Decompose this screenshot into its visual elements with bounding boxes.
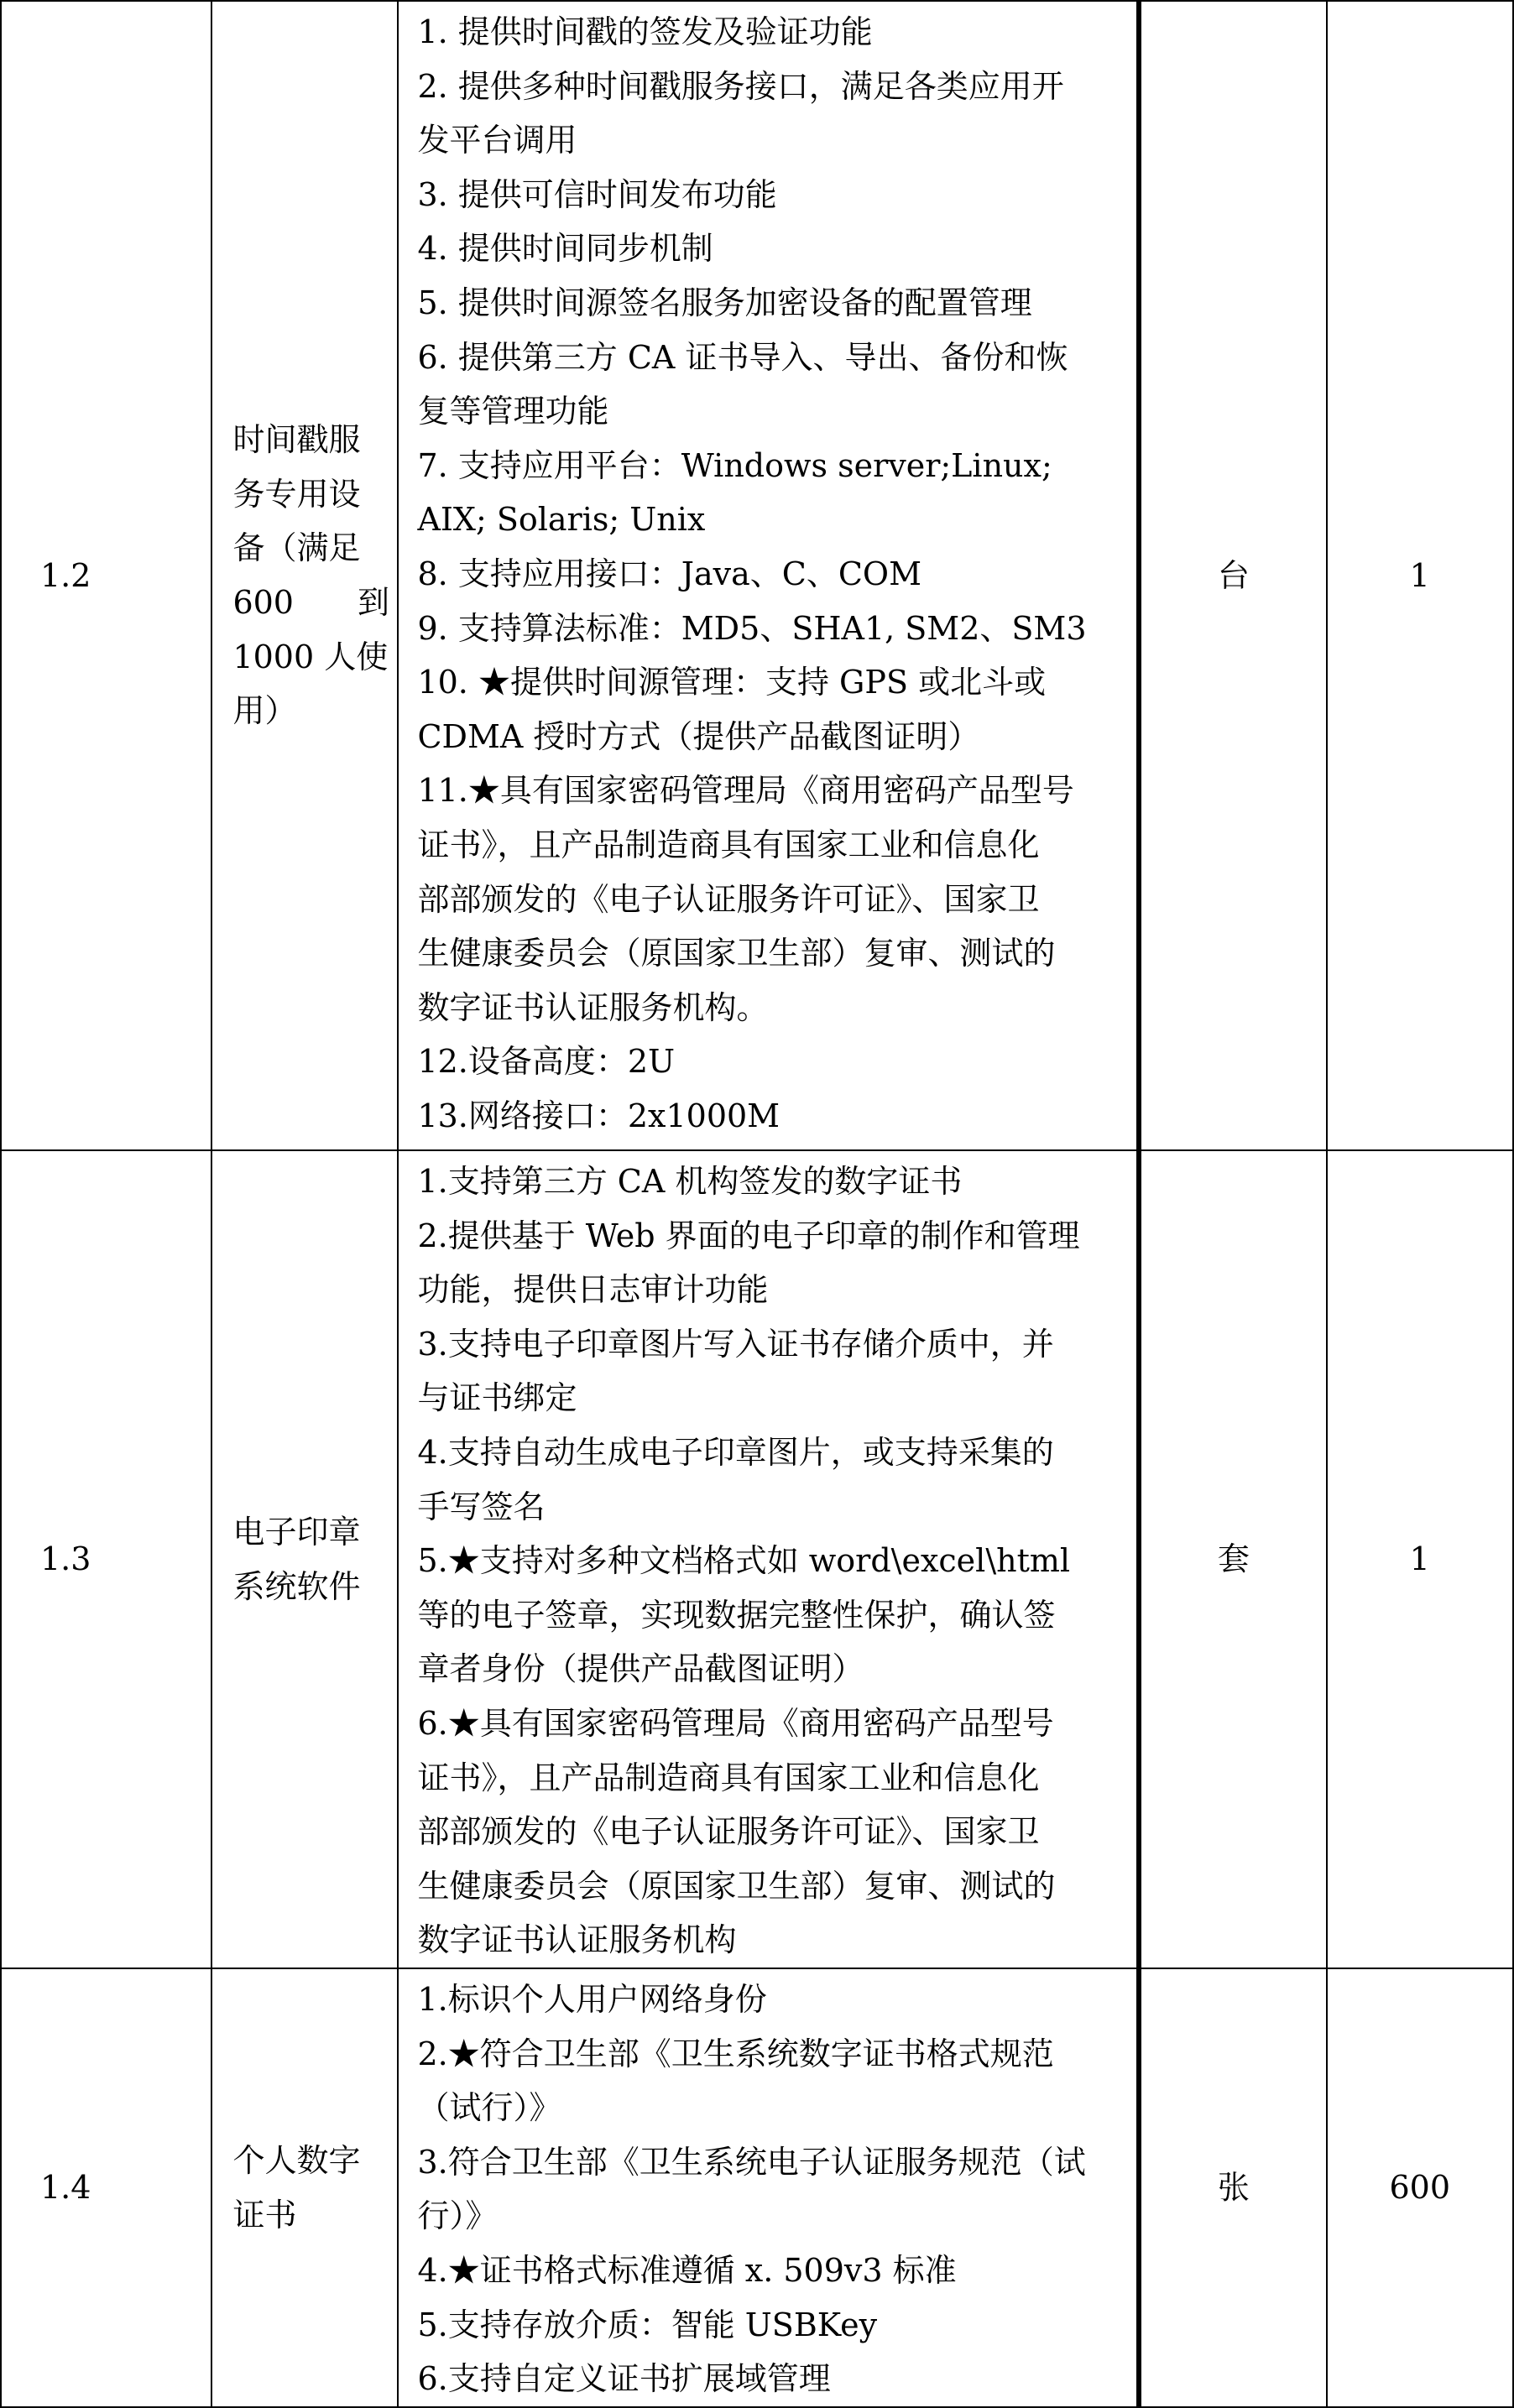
description-line: CDMA 授时方式（提供产品截图证明） bbox=[417, 717, 980, 755]
description-line: 等的电子签章，实现数据完整性保护，确认签 bbox=[417, 1596, 1056, 1634]
description-line: 2.提供基于 Web 界面的电子印章的制作和管理 bbox=[417, 1217, 1080, 1254]
row-name-cell bbox=[211, 1150, 398, 1968]
row-quantity-cell: 1 bbox=[1327, 1, 1513, 1150]
description-line: 1. 提供时间戳的签发及验证功能 bbox=[417, 13, 873, 50]
description-line: 11.★具有国家密码管理局《商用密码产品型号 bbox=[417, 772, 1074, 810]
description-line: 6.★具有国家密码管理局《商用密码产品型号 bbox=[417, 1704, 1054, 1742]
description-line: 证书》，且产品制造商具有国家工业和信息化 bbox=[417, 1759, 1040, 1796]
description-line: 7. 支持应用平台：Windows server;Linux; bbox=[417, 446, 1052, 484]
description-line: 4.★证书格式标准遵循 x. 509v3 标准 bbox=[417, 2251, 957, 2289]
row-description-cell bbox=[398, 1968, 1139, 2407]
description-line: 5.★支持对多种文档格式如 word\excel\html bbox=[417, 1542, 1071, 1580]
description-line: 行）》 bbox=[417, 2197, 498, 2235]
row-name-cell bbox=[211, 1, 398, 1150]
description-line: 3.支持电子印章图片写入证书存储介质中，并 bbox=[417, 1325, 1054, 1363]
name-line: 个人数字 bbox=[232, 2141, 361, 2179]
description-line: 5. 提供时间源签名服务加密设备的配置管理 bbox=[417, 284, 1032, 321]
row-quantity-cell: 600 bbox=[1327, 1968, 1513, 2407]
name-line: 证书 bbox=[232, 2196, 297, 2233]
description-line: 3.符合卫生部《卫生系统电子认证服务规范（试 bbox=[417, 2143, 1086, 2181]
description-line: 证书》，且产品制造商具有国家工业和信息化 bbox=[417, 826, 1040, 863]
description-line: 功能，提供日志审计功能 bbox=[417, 1271, 769, 1309]
description-line: 6.支持自定义证书扩展域管理 bbox=[417, 2360, 831, 2398]
row-quantity-cell: 1 bbox=[1327, 1150, 1513, 1968]
description-line: 12.设备高度：2U bbox=[417, 1043, 676, 1081]
name-line: 电子印章 bbox=[232, 1513, 361, 1551]
description-line: 数字证书认证服务机构。 bbox=[417, 988, 769, 1026]
row-unit-cell: 台 bbox=[1139, 1, 1326, 1150]
row-description-cell bbox=[398, 1, 1139, 1150]
description-line: 部部颁发的《电子认证服务许可证》、国家卫 bbox=[417, 1813, 1040, 1851]
description-line: 与证书绑定 bbox=[417, 1379, 577, 1417]
description-line: 5.支持存放介质：智能 USBKey bbox=[417, 2306, 878, 2343]
name-line: 1000 人使 bbox=[232, 638, 389, 675]
description-line: 9. 支持算法标准：MD5、SHA1, SM2、SM3 bbox=[417, 609, 1087, 647]
description-line: 2.★符合卫生部《卫生系统数字证书格式规范 bbox=[417, 2035, 1054, 2072]
description-line: 6. 提供第三方 CA 证书导入、导出、备份和恢 bbox=[417, 338, 1068, 376]
description-line: 13.网络接口：2x1000M bbox=[417, 1097, 780, 1134]
row-seq-cell: 1.4 bbox=[1, 1968, 211, 2407]
description-line: AIX; Solaris; Unix bbox=[417, 501, 706, 539]
name-line: 时间戳服 bbox=[232, 421, 361, 459]
description-line: 1.标识个人用户网络身份 bbox=[417, 1981, 767, 2018]
row-unit-cell: 张 bbox=[1139, 1968, 1326, 2407]
table-row bbox=[1, 1, 1513, 1150]
description-line: 2. 提供多种时间戳服务接口，满足各类应用开 bbox=[417, 67, 1064, 105]
description-line: 章者身份（提供产品截图证明） bbox=[417, 1650, 864, 1688]
row-unit-cell: 套 bbox=[1139, 1150, 1326, 1968]
name-line: 用） bbox=[232, 692, 297, 730]
description-line: 10. ★提供时间源管理：支持 GPS 或北斗或 bbox=[417, 664, 1047, 701]
description-line: 部部颁发的《电子认证服务许可证》、国家卫 bbox=[417, 880, 1040, 918]
description-line: （试行）》 bbox=[417, 2089, 561, 2127]
name-line: 系统软件 bbox=[232, 1567, 361, 1605]
description-line: 4.支持自动生成电子印章图片，或支持采集的 bbox=[417, 1433, 1054, 1471]
description-line: 8. 支持应用接口：Java、C、COM bbox=[417, 555, 921, 592]
description-line: 发平台调用 bbox=[417, 122, 577, 159]
row-name-cell bbox=[211, 1968, 398, 2407]
description-line: 4. 提供时间同步机制 bbox=[417, 230, 713, 268]
name-line: 备（满足 bbox=[232, 529, 361, 567]
description-line: 3. 提供可信时间发布功能 bbox=[417, 175, 777, 213]
table-row bbox=[1, 1150, 1513, 1968]
row-seq-cell: 1.2 bbox=[1, 1, 211, 1150]
name-line: 600 到 bbox=[232, 584, 389, 621]
table-row bbox=[1, 1968, 1513, 2407]
row-description-cell bbox=[398, 1150, 1139, 1968]
row-seq-cell: 1.3 bbox=[1, 1150, 211, 1968]
description-line: 手写签名 bbox=[417, 1488, 546, 1525]
name-line: 务专用设 bbox=[232, 475, 361, 513]
description-line: 生健康委员会（原国家卫生部）复审、测试的 bbox=[417, 935, 1056, 972]
description-line: 1.支持第三方 CA 机构签发的数字证书 bbox=[417, 1163, 963, 1200]
description-line: 生健康委员会（原国家卫生部）复审、测试的 bbox=[417, 1867, 1056, 1905]
description-line: 数字证书认证服务机构 bbox=[417, 1921, 737, 1959]
description-line: 复等管理功能 bbox=[417, 393, 609, 430]
